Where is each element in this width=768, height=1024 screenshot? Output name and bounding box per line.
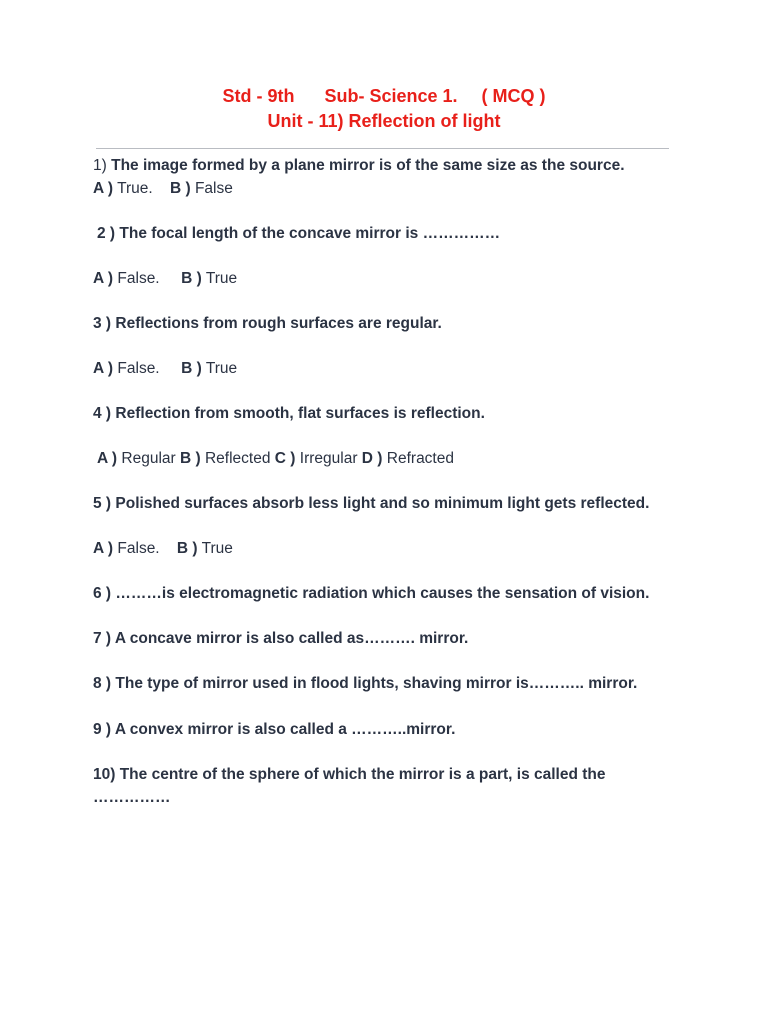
subject-label: Sub- Science 1.	[324, 86, 458, 106]
option-value: True	[205, 360, 238, 377]
question-6	[93, 582, 683, 605]
question-number: 5 )	[93, 495, 112, 512]
option-label: B )	[181, 270, 202, 287]
option-label: A )	[93, 180, 114, 197]
question-number: 3 )	[93, 315, 112, 332]
question-9	[93, 718, 683, 741]
mcq-label: ( MCQ )	[481, 86, 546, 106]
worksheet-header	[0, 84, 768, 134]
question-text: A convex mirror is also called a ………..mirror.	[114, 721, 456, 738]
option-value: Reflected	[204, 450, 271, 467]
option-label: A )	[93, 270, 114, 287]
header-line-1	[0, 84, 768, 109]
question-5	[93, 492, 683, 515]
option-value: True	[201, 540, 233, 557]
question-text: Polished surfaces absorb less light and so minimum light gets reflected.	[115, 495, 650, 512]
question-text: ………is electromagnetic radiation which causes the sensation of vision.	[115, 585, 650, 602]
option-label: B )	[180, 450, 201, 467]
option-label: D )	[361, 450, 383, 467]
question-number: 8 )	[93, 675, 112, 692]
question-4	[93, 402, 683, 425]
question-number: 9 )	[93, 721, 112, 738]
question-text: The centre of the sphere of which the mirror is a part, is called the ……………	[93, 766, 606, 806]
option-value: True	[205, 270, 238, 287]
option-value: False.	[117, 270, 160, 287]
option-value: False.	[117, 540, 160, 557]
question-number: 6 )	[93, 585, 112, 602]
question-text: A concave mirror is also called as………. mirror.	[114, 630, 469, 647]
option-value: True.	[117, 180, 153, 197]
option-label: B )	[176, 540, 198, 557]
option-value: Irregular	[299, 450, 358, 467]
question-list	[93, 154, 683, 809]
option-value: Refracted	[386, 450, 454, 467]
question-3-options	[93, 357, 683, 380]
option-value: False.	[117, 360, 160, 377]
question-1	[93, 154, 683, 177]
option-label: A )	[93, 540, 114, 557]
question-number: 1)	[93, 157, 107, 174]
option-label: A )	[97, 450, 118, 467]
divider	[96, 148, 669, 149]
question-number: 2 )	[97, 225, 116, 242]
question-text: Reflection from smooth, flat surfaces is reflection.	[115, 405, 485, 422]
question-2-options	[93, 267, 683, 290]
question-text: The type of mirror used in flood lights, shaving mirror is……….. mirror.	[115, 675, 638, 692]
option-label: B )	[181, 360, 202, 377]
option-value: False	[194, 180, 233, 197]
option-value: Regular	[121, 450, 176, 467]
option-label: B )	[169, 180, 191, 197]
question-text: Reflections from rough surfaces are regular.	[115, 315, 442, 332]
question-text: The focal length of the concave mirror is ……………	[119, 225, 501, 242]
question-8	[93, 672, 683, 695]
question-5-options	[93, 537, 683, 560]
question-number: 7 )	[93, 630, 112, 647]
question-2	[93, 222, 683, 245]
question-7	[93, 627, 683, 650]
question-number: 10)	[93, 766, 116, 783]
option-label: C )	[274, 450, 296, 467]
option-label: A )	[93, 360, 114, 377]
question-10	[93, 763, 683, 809]
question-4-options	[93, 447, 683, 470]
question-1-options	[93, 177, 683, 200]
question-3	[93, 312, 683, 335]
question-number: 4 )	[93, 405, 112, 422]
unit-title: Unit - 11) Reflection of light	[267, 111, 501, 131]
std-label: Std - 9th	[222, 86, 295, 106]
question-text: The image formed by a plane mirror is of the same size as the source.	[111, 157, 625, 174]
